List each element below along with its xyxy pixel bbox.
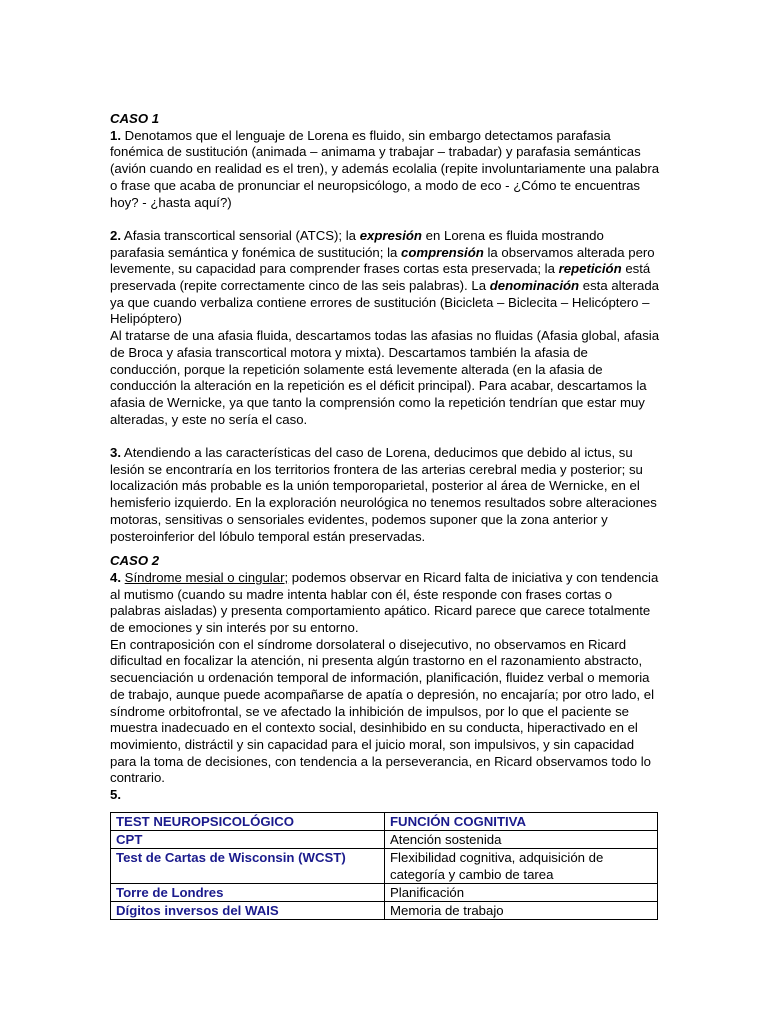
paragraph-2-text-c: la observamos alterada pero levemente, su capacidad para comprender frases cortas esta preservada; la — [110, 244, 655, 277]
cognitive-function: Planificación — [385, 884, 658, 902]
cognitive-function: Memoria de trabajo — [385, 902, 658, 920]
paragraph-1-text: Denotamos que el lenguaje de Lorena es fluido, sin embargo detectamos parafasia fonémica de sustitución (animada – animama y trabajar – trabadar) y parafasia semánticas (avión cuando en realidad es el tren), y además ecolalia (repite involuntariamente una palabra o frase que acaba de pronunciar el neuropsicólogo, a modo de eco - ¿Cómo te encuentras hoy? - ¿hasta aquí?) — [110, 127, 660, 210]
paragraph-2-text-b: en Lorena es fluida mostrando parafasia semántica y fonémica de sustitución; la — [110, 227, 604, 260]
paragraph-2-text-a: Afasia transcortical sensorial (ATCS); la — [121, 227, 360, 243]
paragraph-3-number: 3. — [110, 445, 121, 461]
paragraph-2-text-e: esta alterada ya que cuando verbaliza contiene errores de sustitución (Bicicleta – Biclecita – Helicóptero – Helipóptero) — [110, 278, 660, 327]
paragraph-4 — [110, 570, 660, 637]
table-header-test: TEST NEUROPSICOLÓGICO — [111, 813, 385, 831]
cognitive-function: Flexibilidad cognitiva, adquisición de categoría y cambio de tarea — [385, 849, 658, 884]
term-denominacion: denominación — [489, 278, 580, 294]
test-name: CPT — [111, 831, 385, 849]
paragraph-3 — [110, 445, 660, 545]
paragraph-2-number: 2. — [110, 227, 121, 243]
paragraph-5-number-text: 5. — [110, 787, 121, 803]
paragraph-1 — [110, 128, 660, 212]
test-name: Test de Cartas de Wisconsin (WCST) — [111, 849, 385, 884]
paragraph-4-text: podemos observar en Ricard falta de iniciativa y con tendencia al mutismo (cuando su madre intenta hablar con él, éste responde con frases cortas o palabras aisladas) y presenta comportamiento apático. Ricard parece que carece totalmente de emociones y sin interés por su entorno. — [110, 569, 659, 636]
paragraph-2-text-d: está preservada (repite correctamente cinco de las seis palabras). La — [110, 261, 651, 294]
caso-2-title: CASO 2 — [110, 553, 160, 569]
paragraph-2-continued: Al tratarse de una afasia fluida, descartamos todas las afasias no fluidas (Afasia global, afasia de Broca y afasia transcortical motora y mixta). Descartamos también la afasia de conducción, porque la repetición solamente está levemente alterada (en la afasia de conducción la alteración en la repetición es el déficit principal). Para acabar, descartamos la afasia de Wernicke, ya que tanto la comprensión como la repetición tendrían que estar muy alteradas, y este no sería el caso. — [110, 328, 660, 427]
term-expresion: expresión — [359, 227, 422, 243]
document-body — [110, 111, 660, 804]
tests-table — [110, 812, 658, 920]
table-row — [111, 902, 658, 920]
table-row — [111, 884, 658, 902]
cognitive-function: Atención sostenida — [385, 831, 658, 849]
term-comprension: comprensión — [401, 244, 484, 260]
term-repeticion: repetición — [558, 261, 622, 277]
paragraph-2 — [110, 228, 660, 328]
table-row — [111, 849, 658, 884]
paragraph-5-number — [110, 787, 660, 804]
paragraph-4-continued: En contraposición con el síndrome dorsolateral o disejecutivo, no observamos en Ricard dificultad en focalizar la atención, ni presenta algún trastorno en el razonamiento abstracto, secuenciación u ordenación temporal de información, planificación, fluidez verbal o memoria de trabajo, aunque puede acompañarse de apatía o depresión, no encajaría; por otro lado, el síndrome orbitofrontal, se ve afectado la inhibición de impulsos, por lo que el paciente se muestra inadecuado en el contexto social, desinhibido en su conducta, hiperactivado en el movimiento, distráctil y sin capacidad para el juicio moral, son impulsivos, y sin capacidad para la toma de decisiones, con tendencia a la perseverancia, en Ricard observamos todo lo contrario. — [110, 636, 655, 786]
paragraph-3-text: Atendiendo a las características del caso de Lorena, deducimos que debido al ictus, su lesión se encontraría en los territorios frontera de las arterias cerebral media y posterior; su localización más probable es la unión temporoparietal, posterior al área de Wernicke, en el hemisferio izquierdo. En la exploración neurológica no tenemos resultados sobre alteraciones motoras, sensitivas o sensoriales evidentes, podemos suponer que la zona anterior y posteroinferior del lóbulo temporal están preservadas. — [110, 445, 657, 544]
paragraph-1-number: 1. — [110, 127, 121, 143]
test-name: Torre de Londres — [111, 884, 385, 902]
test-name: Dígitos inversos del WAIS — [111, 902, 385, 920]
table-row — [111, 831, 658, 849]
paragraph-4-number: 4. — [110, 569, 121, 585]
caso-1-title: CASO 1 — [110, 111, 160, 126]
table-header-funcion: FUNCIÓN COGNITIVA — [385, 813, 658, 831]
table-header-row — [111, 813, 658, 831]
sindrome-mesial-label: Síndrome mesial o cingular; — [124, 569, 289, 585]
